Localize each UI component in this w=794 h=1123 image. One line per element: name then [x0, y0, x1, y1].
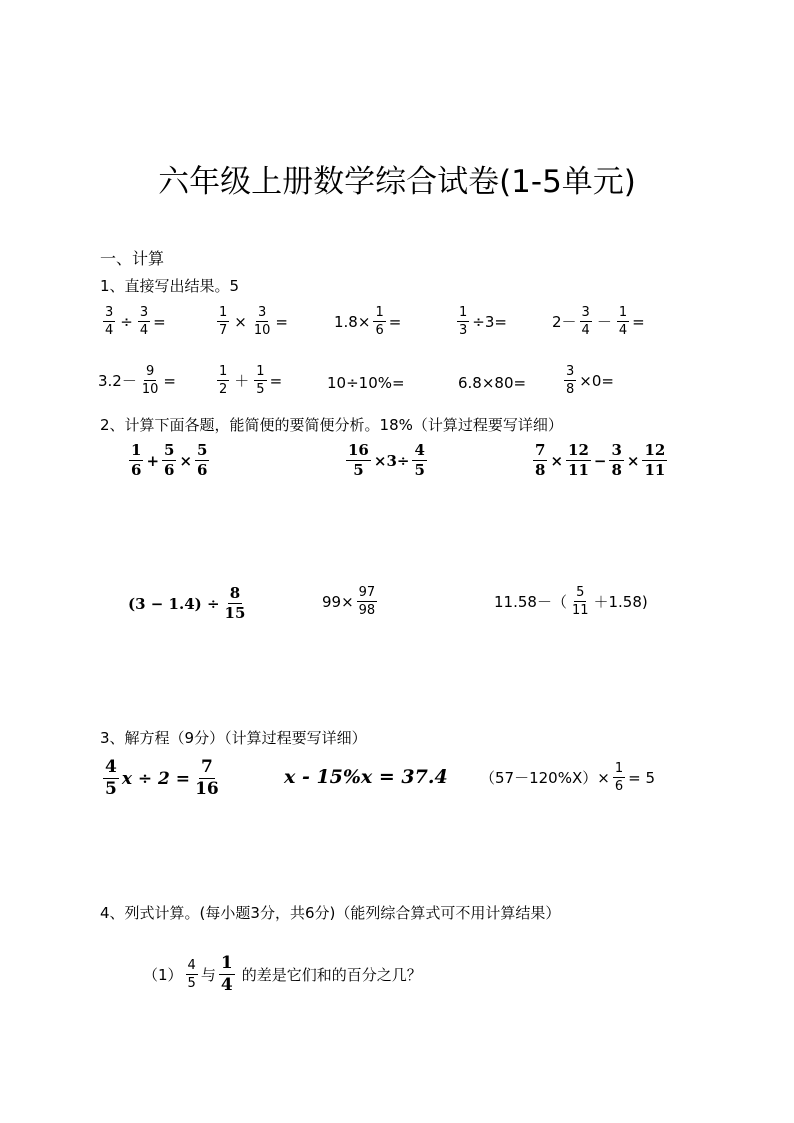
fraction: $\frac{12}{11}$: [644, 441, 666, 479]
q2-expr-6: 11.58－（ $\frac{5}{11}$ ＋1.58): [494, 585, 648, 618]
fraction: $\frac{4}{5}$: [414, 441, 425, 479]
q3-equation-1: $\frac{4}{5}$ x ÷ 2 = $\frac{7}{16}$: [105, 757, 219, 799]
fraction: $\frac{1}{7}$: [219, 305, 228, 338]
q3-equation-3: （57－120%X）× $\frac{1}{6}$ = 5: [480, 761, 655, 794]
question-2-label: 2、计算下面各题，能简便的要简便分析。18%（计算过程要写详细）: [100, 416, 563, 434]
fraction: $\frac{1}{6}$: [375, 305, 384, 338]
fraction: $\frac{5}{6}$: [164, 441, 175, 479]
fraction: $\frac{7}{8}$: [535, 441, 546, 479]
q1-expr-3: 1.8× $\frac{1}{6}$ =: [334, 305, 402, 338]
fraction: $\frac{97}{98}$: [358, 585, 376, 618]
q4-subquestion-1: （1） $\frac{4}{5}$ 与 $\frac{1}{4}$ 的差是它们和的百分之几？: [143, 953, 422, 995]
q1-expr-9: 6.8×80=: [458, 374, 527, 392]
fraction: $\frac{1}{2}$: [219, 364, 228, 397]
fraction: $\frac{3}{4}$: [139, 305, 149, 338]
fraction: $\frac{7}{16}$: [195, 757, 219, 799]
q2-expr-2: $\frac{16}{5}$ ×3÷ $\frac{4}{5}$: [348, 441, 425, 479]
fraction: $\frac{3}{8}$: [611, 441, 622, 479]
question-3-label: 3、解方程（9分）（计算过程要写详细）: [100, 729, 367, 747]
q1-expr-5: 2－ $\frac{3}{4}$ － $\frac{1}{4}$ =: [552, 305, 645, 338]
fraction: $\frac{9}{10}$: [141, 364, 159, 397]
q1-expr-8: 10÷10%=: [327, 374, 405, 392]
fraction: $\frac{1}{4}$: [618, 305, 628, 338]
q1-expr-1: $\frac{3}{4}$ ÷ $\frac{3}{4}$ =: [105, 305, 166, 338]
fraction: $\frac{3}{4}$: [105, 305, 114, 338]
q2-expr-5: 99× $\frac{97}{98}$: [322, 585, 376, 618]
fraction: $\frac{5}{11}$: [571, 585, 589, 618]
q1-expr-4: $\frac{1}{3}$ ÷3=: [459, 305, 507, 338]
q2-expr-1: $\frac{1}{6}$ + $\frac{5}{6}$ × $\frac{5}{6}$: [131, 441, 208, 479]
fraction: $\frac{8}{15}$: [224, 584, 246, 622]
q1-expr-6: 3.2－ $\frac{9}{10}$ =: [98, 364, 176, 397]
fraction: $\frac{12}{11}$: [568, 441, 589, 479]
q1-expr-2: $\frac{1}{7}$ × $\frac{3}{10}$ =: [219, 305, 288, 338]
question-1-label: 1、直接写出结果。5: [100, 277, 240, 295]
q1-expr-7: $\frac{1}{2}$ ＋ $\frac{1}{5}$ =: [219, 364, 283, 397]
page-title: 六年级上册数学综合试卷(1-5单元): [158, 164, 636, 200]
fraction: $\frac{16}{5}$: [348, 441, 369, 479]
q2-expr-4: (3 − 1.4) ÷ $\frac{8}{15}$: [128, 584, 246, 622]
fraction: $\frac{3}{10}$: [253, 305, 271, 338]
section-heading-calculation: 一、计算: [100, 249, 165, 268]
q1-expr-10: $\frac{3}{8}$ ×0=: [566, 364, 614, 397]
question-4-label: 4、列式计算。(每小题3分，共6分)（能列综合算式可不用计算结果）: [100, 904, 561, 922]
fraction: $\frac{4}{5}$: [105, 757, 117, 799]
fraction: $\frac{1}{4}$: [220, 953, 233, 995]
fraction: $\frac{1}{5}$: [256, 364, 265, 397]
fraction: $\frac{3}{8}$: [566, 364, 575, 397]
fraction: $\frac{1}{3}$: [459, 305, 468, 338]
q2-expr-3: $\frac{7}{8}$ × $\frac{12}{11}$ − $\frac{3}{8}$ × $\frac{12}{11}$: [535, 441, 666, 479]
fraction: $\frac{1}{6}$: [614, 761, 624, 794]
fraction: $\frac{1}{6}$: [131, 441, 142, 479]
fraction: $\frac{4}{5}$: [187, 958, 196, 991]
fraction: $\frac{3}{4}$: [581, 305, 590, 338]
q3-equation-2: x - 15%x = 37.4: [284, 766, 448, 788]
fraction: $\frac{5}{6}$: [197, 441, 208, 479]
